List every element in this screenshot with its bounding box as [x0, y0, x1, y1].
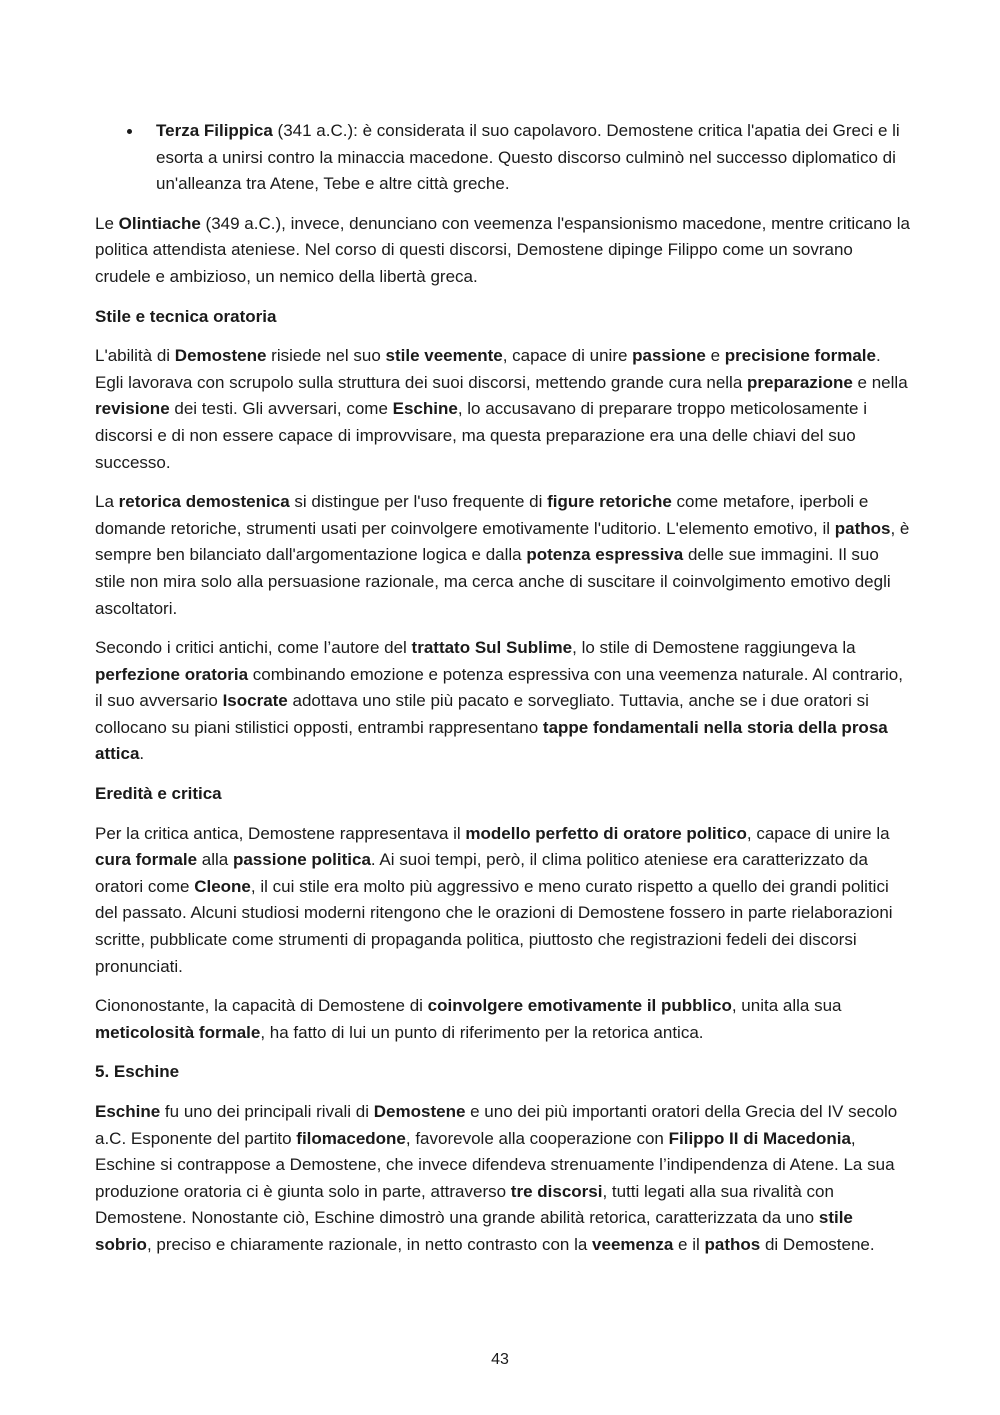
list-item [95, 118, 910, 198]
bold-term: Demostene [373, 1102, 466, 1121]
text-run: Per la critica antica, Demostene rappresentava il [95, 823, 466, 843]
text-run: e uno dei più importanti oratori della Grecia del IV secolo a.C. Esponente del partito [95, 1102, 898, 1148]
paragraph-eschine [95, 1099, 910, 1259]
bold-term: Demostene [174, 346, 267, 366]
page-number: 43 [491, 1351, 509, 1368]
bold-term: Eschine [392, 399, 458, 419]
bold-term: cura formale [95, 850, 198, 870]
bold-term: trattato Sul Sublime [411, 638, 573, 658]
text-run: di Demostene. [760, 1234, 875, 1254]
section-heading-stile: Stile e tecnica oratoria [95, 306, 277, 326]
paragraph-abilita [95, 343, 910, 476]
bold-term: Filippo II di Macedonia [668, 1128, 851, 1148]
paragraph-critica-antica [95, 821, 910, 981]
text-run: combinando emozione e potenza espressiva con una veemenza naturale. Al contrario, il suo avversario [95, 664, 903, 711]
paragraph-ciononostante [95, 993, 910, 1046]
bold-term: pathos [704, 1234, 761, 1254]
bold-term: retorica demostenica [118, 492, 290, 512]
bold-term: Eschine [95, 1102, 161, 1121]
bold-term: precisione formale [724, 346, 876, 366]
text-run: adottava uno stile più pacato e sorvegliato. Tuttavia, anche se i due oratori si collocano su piani stilistici opposti, entrambi rappresentano [95, 691, 869, 737]
text-run: L'abilità di [95, 346, 175, 366]
bold-term: filomacedone [296, 1128, 406, 1148]
text-run: , è sempre ben bilanciato dall'argomentazione logica e dalla [95, 518, 910, 565]
text-run: (341 a.C.): è considerata il suo capolavoro. Demostene critica l'apatia dei Greci e li esorta a unirsi contro la minaccia macedone. Questo discorso culminò nel successo diplomatico di un'alleanza tra Atene, Tebe e altre città greche. [156, 121, 900, 194]
page-content [95, 118, 910, 1272]
bullet-icon [127, 129, 132, 134]
bold-term: revisione [95, 399, 170, 419]
text-run: e [705, 346, 725, 366]
bold-term: tre discorsi [510, 1181, 603, 1201]
text-run: , ha fatto di lui un punto di riferimento per la retorica antica. [260, 1022, 704, 1042]
text-run: , Eschine si contrappose a Demostene, che invece difendeva strenuamente l’indipendenza di Atene. La sua produzione oratoria ci è giunta solo in parte, attraverso [95, 1128, 895, 1201]
text-run: . Ai suoi tempi, però, il clima politico ateniese era caratterizzato da oratori come [95, 850, 868, 896]
text-run: risiede nel suo [266, 346, 386, 366]
bold-term: figure retoriche [547, 492, 672, 512]
text-run: , preciso e chiaramente razionale, in netto contrasto con la [146, 1234, 593, 1254]
bold-term: passione politica [232, 850, 371, 870]
text-run: Le [95, 213, 119, 233]
text-run: e nella [852, 372, 908, 392]
bold-term: preparazione [747, 372, 853, 392]
text-run: , lo stile di Demostene raggiungeva la [572, 638, 856, 658]
text-run: , capace di unire [502, 346, 633, 366]
bold-term: stile veemente [385, 346, 503, 366]
bullet-list [95, 118, 910, 198]
text-run: Ciononostante, la capacità di Demostene di [95, 996, 428, 1016]
bold-term: potenza espressiva [526, 545, 684, 565]
paragraph-critici-antichi [95, 635, 910, 768]
paragraph-olintiache [95, 211, 910, 291]
bold-term: Terza Filippica [156, 121, 273, 140]
bold-term: Isocrate [222, 691, 288, 711]
bold-term: tappe fondamentali nella storia della prosa attica [95, 717, 888, 764]
text-run: Secondo i critici antichi, come l’autore del [95, 638, 412, 658]
text-run: , lo accusavano di preparare troppo meticolosamente i discorsi e di non essere capace di improvvisare, ma questa preparazione era una delle chiavi del suo successo. [95, 399, 867, 472]
bold-term: perfezione oratoria [95, 664, 249, 684]
text-run: come metafore, iperboli e domande retoriche, strumenti usati per coinvolgere emotivamente l'uditorio. L'elemento emotivo, il [95, 492, 869, 538]
text-run: . [139, 744, 145, 764]
bold-term: meticolosità formale [95, 1022, 261, 1042]
bold-term: coinvolgere emotivamente il pubblico [427, 996, 732, 1016]
bold-term: Cleone [194, 876, 251, 896]
paragraph-retorica [95, 489, 910, 622]
section-heading-eschine: 5. Eschine [95, 1062, 180, 1082]
section-heading-eredita: Eredità e critica [95, 784, 222, 804]
text-run: , capace di unire la [746, 823, 890, 843]
text-run: si distingue per l'uso frequente di [289, 492, 548, 512]
text-run: . Egli lavorava con scrupolo sulla struttura dei suoi discorsi, mettendo grande cura nella [95, 346, 881, 392]
bold-term: veemenza [592, 1234, 674, 1254]
text-run: fu uno dei principali rivali di [160, 1102, 374, 1121]
text-run: alla [197, 850, 233, 870]
text-run: , il cui stile era molto più aggressivo e meno curato rispetto a quello dei grandi politici del passato. Alcuni studiosi moderni ritengono che le orazioni di Demostene fossero in parte rielaborazioni scritte, pubblicate come strumenti di propaganda politica, piuttosto che registrazioni fedeli dei discorsi pronunciati. [95, 876, 893, 976]
text-run: , tutti legati alla sua rivalità con Demostene. Nonostante ciò, Eschine dimostrò una grande abilità retorica, caratterizzata da uno [95, 1181, 834, 1228]
text-run: dei testi. Gli avversari, come [169, 399, 393, 419]
text-run: , unita alla sua [731, 996, 842, 1016]
bold-term: modello perfetto di oratore politico [465, 823, 747, 843]
bold-term: stile sobrio [95, 1208, 853, 1254]
text-run: delle sue immagini. Il suo stile non mira solo alla persuasione razionale, ma cerca anche di suscitare il coinvolgimento emotivo degli ascoltatori. [95, 545, 891, 618]
bold-term: passione [632, 346, 706, 366]
text-run: La [95, 492, 119, 512]
text-run: (349 a.C.), invece, denunciano con veemenza l'espansionismo macedone, mentre criticano la politica attendista ateniese. Nel corso di questi discorsi, Demostene dipinge Filippo come un sovrano crudele e ambizioso, un nemico della libertà greca. [95, 213, 910, 286]
bold-term: Olintiache [118, 213, 201, 233]
text-run: , favorevole alla cooperazione con [405, 1128, 669, 1148]
text-run: e il [673, 1234, 705, 1254]
bold-term: pathos [834, 518, 891, 538]
